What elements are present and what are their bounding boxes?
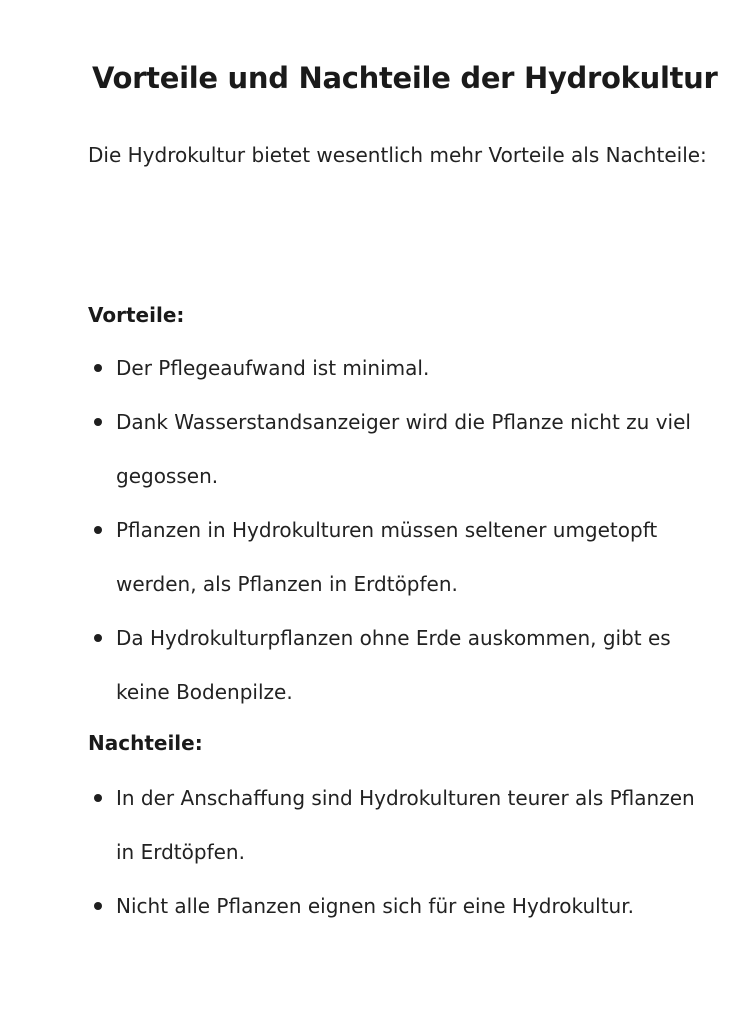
- cons-heading: Nachteile:: [88, 731, 203, 755]
- list-item: [88, 611, 708, 719]
- list-item-text: Pflanzen in Hydrokulturen müssen seltener umgetopft werden, als Pflanzen in Erdtöpfen.: [116, 518, 658, 596]
- list-item: [88, 503, 708, 611]
- bullet-icon: [94, 634, 102, 642]
- pros-heading: Vorteile:: [88, 303, 185, 327]
- list-item-text: Dank Wasserstandsanzeiger wird die Pflanze nicht zu viel gegossen.: [116, 410, 691, 488]
- list-item-text: Der Pflegeaufwand ist minimal.: [116, 356, 430, 380]
- cons-list: [88, 771, 708, 933]
- list-item: [88, 341, 708, 395]
- pros-list: [88, 341, 708, 719]
- list-item-text: In der Anschaffung sind Hydrokulturen teurer als Pflanzen in Erdtöpfen.: [116, 786, 695, 864]
- list-item: [88, 395, 708, 503]
- bullet-icon: [94, 794, 102, 802]
- bullet-icon: [94, 364, 102, 372]
- bullet-icon: [94, 526, 102, 534]
- list-item: [88, 771, 708, 879]
- bullet-icon: [94, 418, 102, 426]
- intro-paragraph: Die Hydrokultur bietet wesentlich mehr Vorteile als Nachteile:: [88, 143, 707, 167]
- list-item-text: Nicht alle Pflanzen eignen sich für eine Hydrokultur.: [116, 894, 634, 918]
- list-item: [88, 879, 708, 933]
- page-title: Vorteile und Nachteile der Hydrokultur: [92, 61, 718, 95]
- bullet-icon: [94, 902, 102, 910]
- list-item-text: Da Hydrokulturpflanzen ohne Erde auskommen, gibt es keine Bodenpilze.: [116, 626, 671, 704]
